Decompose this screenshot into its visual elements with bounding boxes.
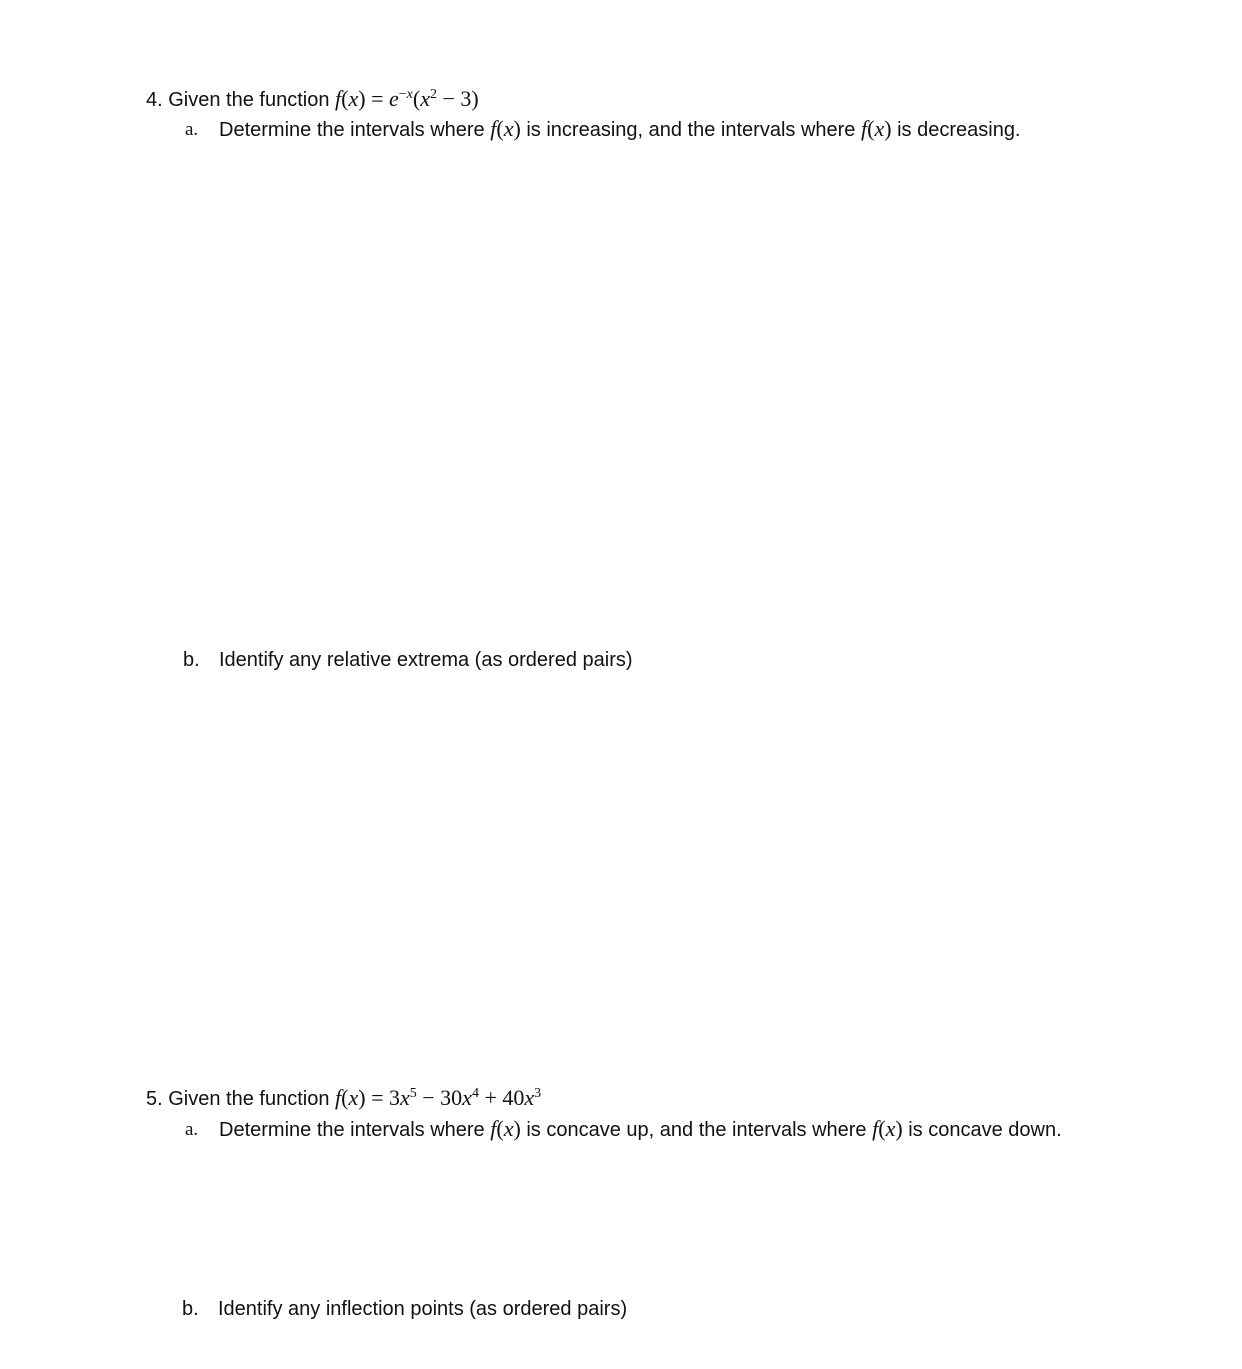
question-5-number: 5.: [146, 1088, 163, 1110]
question-4a-fx-1: f(x): [490, 116, 521, 141]
question-5a-fx-1: f(x): [490, 1116, 521, 1141]
question-5-function: $f(x) = 3x^5 - 30x^4 + 40x^3$: [335, 1085, 542, 1110]
question-4-function: $f(x) = e^{-x}(x^2 - 3)$: [335, 86, 479, 111]
question-4a-marker: a.: [185, 119, 199, 140]
question-4a-text-1: Determine the intervals where: [219, 119, 485, 141]
question-5a-text-1: Determine the intervals where: [219, 1119, 485, 1141]
question-4a-text-2: is increasing, and the intervals where: [526, 119, 856, 141]
question-4-number: 4.: [146, 89, 163, 111]
question-4b-marker: b.: [183, 649, 200, 671]
question-4a-text-3: is decreasing.: [897, 119, 1021, 141]
question-5a-marker: a.: [185, 1119, 199, 1140]
question-5b-prompt: Identify any inflection points (as ordered pairs): [218, 1298, 628, 1320]
question-4a-fx-2: f(x): [860, 116, 892, 141]
question-5b-marker: b.: [182, 1298, 199, 1320]
question-5-heading: [146, 1085, 541, 1112]
question-4-intro: Given the function: [168, 89, 330, 111]
question-5a-prompt: [219, 1116, 1062, 1143]
question-5a-text-3: is concave down.: [908, 1119, 1062, 1141]
question-5a-text-2: is concave up, and the intervals where: [526, 1119, 867, 1141]
question-4b-prompt: Identify any relative extrema (as ordered pairs): [219, 649, 633, 671]
question-5-intro: Given the function: [168, 1088, 330, 1110]
question-5a-fx-2: f(x): [872, 1116, 903, 1141]
question-4-heading: [146, 86, 479, 113]
question-4a-prompt: [219, 116, 1021, 143]
